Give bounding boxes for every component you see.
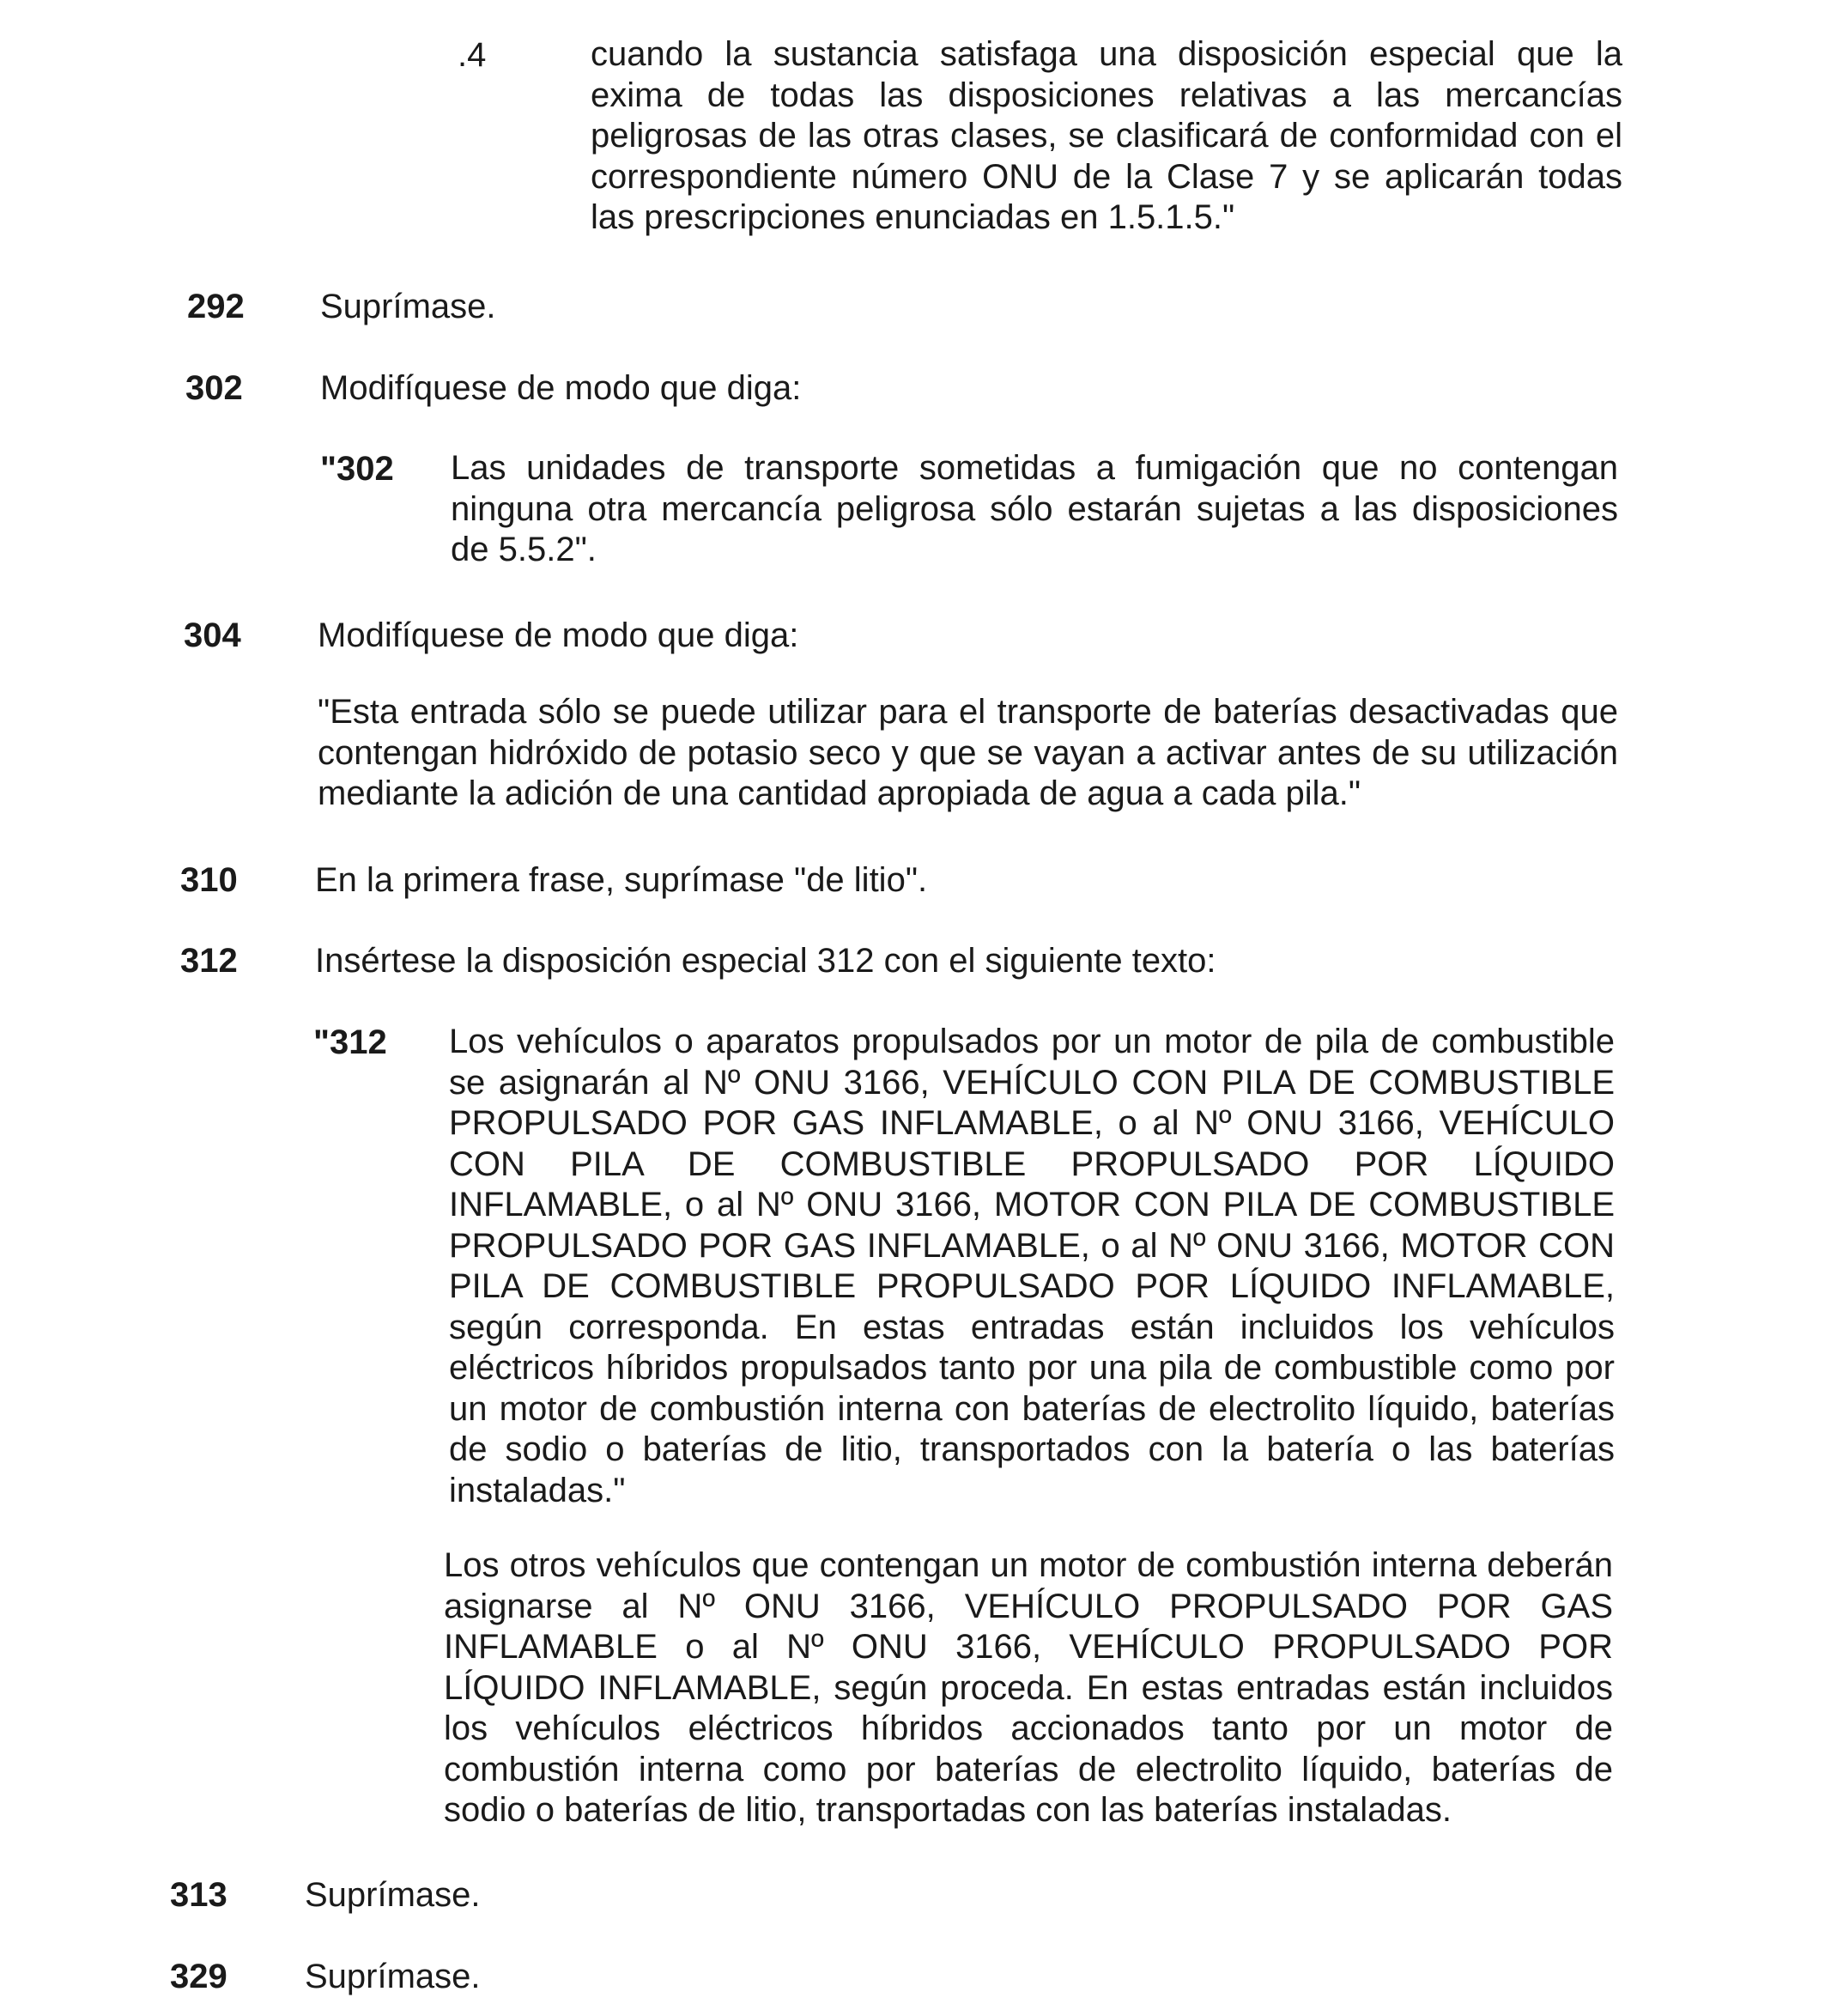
subitem-text-4: cuando la sustancia satisfaga una disposición especial que la exima de todas las disposiciones relativas a las mercancías peligrosas de las otras clases, se clasificará de conformidad con el correspondiente número ONU de la Clase 7 y se aplicarán todas las prescripciones enunciadas en 1.5.1.5." bbox=[591, 35, 1622, 236]
subitem-number-4: .4 bbox=[458, 36, 487, 74]
entry-329 bbox=[170, 1956, 481, 1997]
entry-number: 329 bbox=[170, 1958, 227, 1995]
entry-text: Insértese la disposición especial 312 con el siguiente texto: bbox=[315, 942, 1216, 980]
entry-number: 310 bbox=[180, 861, 238, 899]
entry-number: 304 bbox=[184, 616, 241, 654]
quote-text-304: "Esta entrada sólo se puede utilizar para el transporte de baterías desactivadas que contengan hidróxido de potasio seco y que se vayan a activar antes de su utilización mediante la adición de una cantidad apropiada de agua a cada pila." bbox=[318, 693, 1618, 812]
entry-number: 302 bbox=[185, 369, 243, 407]
entry-text: En la primera frase, suprímase "de litio". bbox=[315, 861, 928, 899]
entry-292 bbox=[187, 286, 496, 327]
quote-number-312: "312 bbox=[313, 1023, 387, 1061]
entry-text: Suprímase. bbox=[305, 1958, 481, 1995]
entry-number: 292 bbox=[187, 288, 245, 325]
entry-302 bbox=[185, 367, 801, 409]
paragraph-312-continued: Los otros vehículos que contengan un motor de combustión interna deberán asignarse al Nº ONU 3166, VEHÍCULO PROPULSADO POR GAS INFLAMABLE o al Nº ONU 3166, VEHÍCULO PROPULSADO POR LÍQUIDO INFLAMABLE, según proceda. En estas entradas están incluidos los vehículos eléctricos híbridos accionados tanto por un motor de combustión interna como por baterías de electrolito líquido, baterías de sodio o baterías de litio, transportadas con las baterías instaladas. bbox=[444, 1546, 1613, 1829]
quote-number-302: "302 bbox=[320, 450, 394, 488]
entry-text: Modifíquese de modo que diga: bbox=[320, 369, 802, 407]
entry-304 bbox=[184, 615, 798, 656]
entry-312 bbox=[180, 940, 1216, 981]
entry-text: Suprímase. bbox=[305, 1876, 481, 1914]
entry-313 bbox=[170, 1874, 481, 1916]
entry-310 bbox=[180, 859, 927, 901]
quote-text-302: Las unidades de transporte sometidas a fumigación que no contengan ninguna otra mercancía peligrosa sólo estarán sujetas a las disposiciones de 5.5.2". bbox=[451, 449, 1618, 568]
quote-text-312: Los vehículos o aparatos propulsados por un motor de pila de combustible se asignarán al Nº ONU 3166, VEHÍCULO CON PILA DE COMBUSTIBLE PROPULSADO POR GAS INFLAMABLE, o al Nº ONU 3166, VEHÍCULO CON PILA DE COMBUSTIBLE PROPULSADO POR LÍQUIDO INFLAMABLE, o al Nº ONU 3166, MOTOR CON PILA DE COMBUSTIBLE PROPULSADO POR GAS INFLAMABLE, o al Nº ONU 3166, MOTOR CON PILA DE COMBUSTIBLE PROPULSADO POR LÍQUIDO INFLAMABLE, según corresponda. En estas entradas están incluidos los vehículos eléctricos híbridos propulsados tanto por una pila de combustible como por un motor de combustión interna con baterías de electrolito líquido, baterías de sodio o baterías de litio, transportados con la batería o las baterías instaladas." bbox=[449, 1023, 1615, 1509]
entry-number: 313 bbox=[170, 1876, 227, 1914]
entry-number: 312 bbox=[180, 942, 238, 980]
entry-text: Modifíquese de modo que diga: bbox=[318, 616, 799, 654]
entry-text: Suprímase. bbox=[320, 288, 496, 325]
